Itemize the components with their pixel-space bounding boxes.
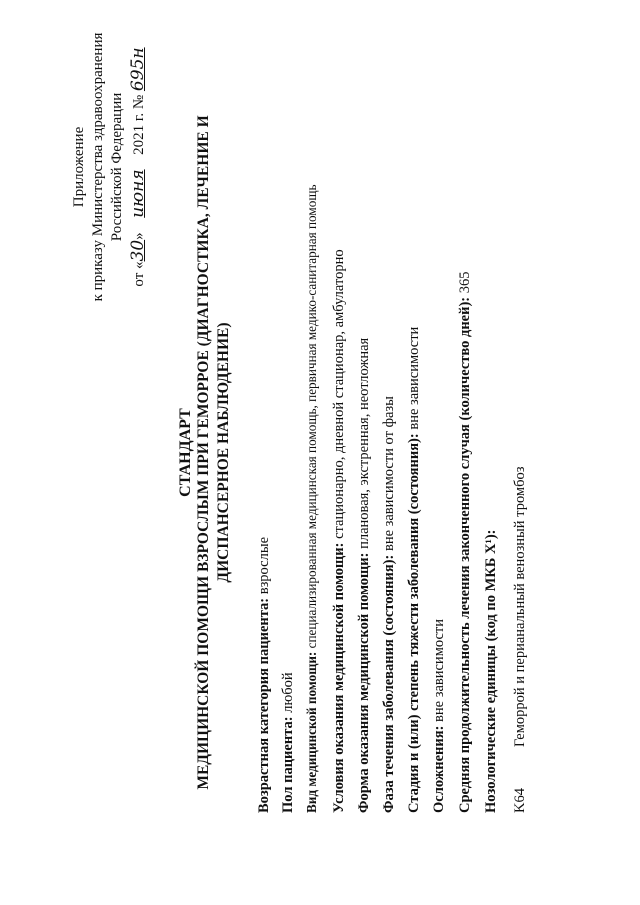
standard-title-line2: ДИСПАНСЕРНОЕ НАБЛЮДЕНИЕ) <box>215 322 232 583</box>
field-complications: Осложнения: вне зависимости <box>431 618 447 813</box>
field-treatment-duration: Средняя продолжительность лечения законченного случая (количество дней): 365 <box>457 271 473 813</box>
handwritten-day: 30 <box>128 239 148 262</box>
handwritten-month: июня <box>128 169 148 218</box>
standard-title-line1: МЕДИЦИНСКОЙ ПОМОЩИ ВЗРОСЛЫМ ПРИ ГЕМОРРОЕ (ДИАГНОСТИКА, ЛЕЧЕНИЕ И <box>195 115 212 790</box>
field-nosology-units: Нозологические единицы (код по МКБ X¹): <box>483 529 499 813</box>
nosology-code: K64 <box>512 788 528 813</box>
appendix-block <box>70 17 149 317</box>
standard-heading: СТАНДАРТ <box>177 408 194 497</box>
field-disease-phase: Фаза течения заболевания (состояния): вне зависимости от фазы <box>381 396 397 813</box>
appendix-order: к приказу Министерства здравоохранения <box>90 32 106 302</box>
appendix-title: Приложение <box>71 126 87 208</box>
appendix-ministry: Российской Федерации <box>109 92 125 242</box>
field-sex: Пол пациента: любой <box>280 672 296 813</box>
field-care-conditions: Условия оказания медицинской помощи: стационарно, дневной стационар, амбулаторно <box>331 249 347 813</box>
field-care-form: Форма оказания медицинской помощи: плановая, экстренная, неотложная <box>356 337 372 813</box>
nosology-name: Геморрой и перианальный венозный тромбоз <box>512 466 528 747</box>
field-disease-stage: Стадия и (или) степень тяжести заболевания (состояния): вне зависимости <box>406 326 422 813</box>
field-age-category: Возрастная категория пациента: взрослые <box>256 536 272 813</box>
appendix-date-line: от «30» июня 2021 г. № 695н <box>128 47 148 287</box>
field-care-type: Вид медицинской помощи: специализированная медицинская помощь, первичная медико-санитарная помощь <box>304 184 319 813</box>
handwritten-order-number: 695н <box>128 47 148 92</box>
